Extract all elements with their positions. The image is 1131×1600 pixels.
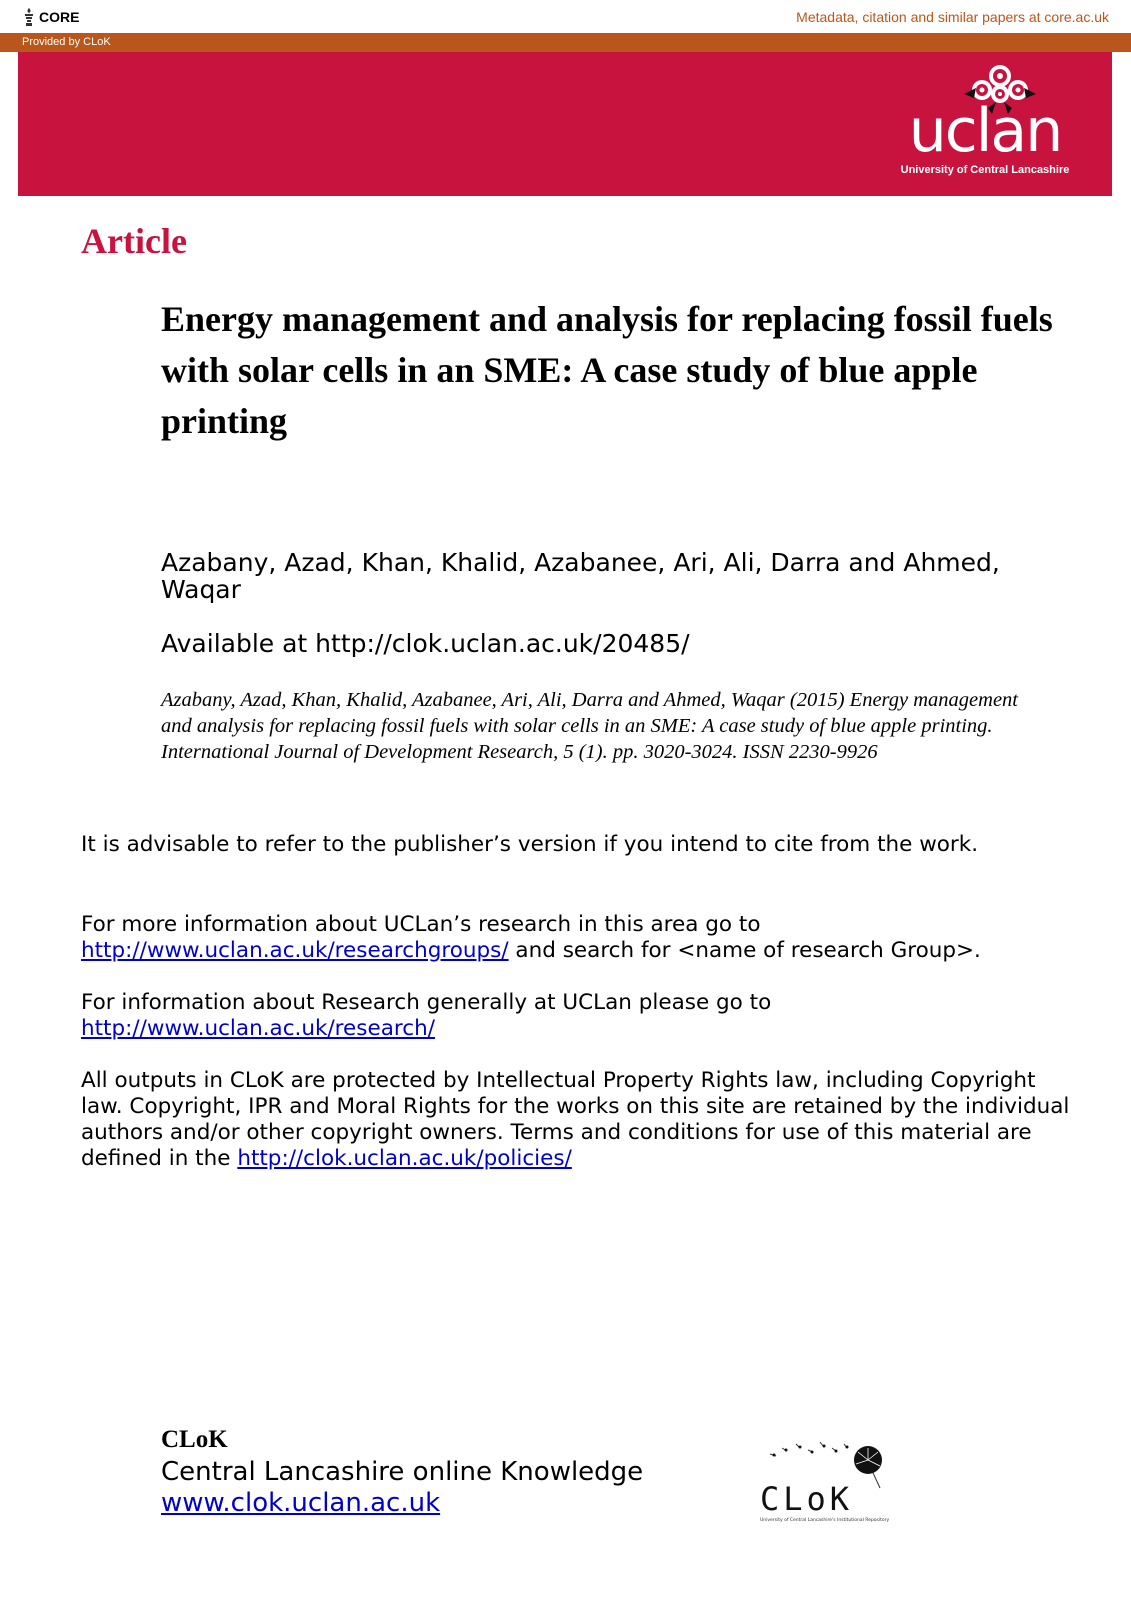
core-header bbox=[0, 0, 1131, 33]
uclan-subtitle: University of Central Lancashire bbox=[900, 164, 1070, 176]
research-groups-link[interactable]: http://www.uclan.ac.uk/researchgroups/ bbox=[81, 938, 509, 963]
available-at: Available at http://clok.uclan.ac.uk/20485/ bbox=[161, 629, 690, 658]
provided-by-bar bbox=[0, 33, 1131, 52]
research-link[interactable]: http://www.uclan.ac.uk/research/ bbox=[81, 1016, 435, 1041]
citation: Azabany, Azad, Khan, Khalid, Azabanee, Ari, Ali, Darra and Ahmed, Waqar (2015) Energy management and analysis for replacing fossil fuels with solar cells in an SME: A case study of blue apple printing. International Journal of Development Research, 5 (1). pp. 3020-3024. ISSN 2230-9926 bbox=[161, 689, 1018, 763]
core-logo[interactable] bbox=[22, 4, 79, 30]
paper-title: Energy management and analysis for replacing fossil fuels with solar cells in an SME: A case study of blue apple printing bbox=[161, 299, 1053, 441]
uclan-logo bbox=[900, 64, 1070, 182]
general-info-paragraph bbox=[81, 990, 1081, 1042]
uclan-banner bbox=[18, 52, 1112, 196]
clok-full-name: Central Lancashire online Knowledge bbox=[161, 1457, 644, 1487]
clok-logo bbox=[760, 1440, 900, 1530]
clok-wordmark: CLoK bbox=[760, 1480, 854, 1518]
document-type-label: Article bbox=[81, 221, 187, 261]
ipr-paragraph bbox=[81, 1068, 1081, 1172]
policies-link[interactable]: http://clok.uclan.ac.uk/policies/ bbox=[237, 1146, 572, 1171]
more-info-suffix: and search for <name of research Group>. bbox=[508, 938, 981, 963]
authors: Azabany, Azad, Khan, Khalid, Azabanee, Ari, Ali, Darra and Ahmed, Waqar bbox=[161, 548, 1000, 604]
general-info-prefix: For information about Research generally at UCLan please go to bbox=[81, 990, 772, 1015]
uclan-wordmark: uclan bbox=[908, 96, 1062, 166]
ipr-text: All outputs in CLoK are protected by Intellectual Property Rights law, including Copyright law. Copyright, IPR and Moral Rights for the works on this site are retained by the individual authors and/or other copyright owners. Terms and conditions for use of this material are defined in the bbox=[81, 1068, 1070, 1171]
core-logo-text: CORE bbox=[39, 9, 80, 25]
advisable-notice: It is advisable to refer to the publisher’s version if you intend to cite from the work. bbox=[81, 832, 979, 857]
clok-logo-subtitle: University of Central Lancashire's Institutional Repository bbox=[760, 1518, 890, 1523]
more-info-prefix: For more information about UCLan’s research in this area go to bbox=[81, 912, 761, 937]
provided-by-text[interactable]: Provided by CLoK bbox=[22, 36, 111, 48]
clok-url-link[interactable]: www.clok.uclan.ac.uk bbox=[161, 1488, 441, 1518]
core-metadata-link[interactable]: Metadata, citation and similar papers at core.ac.uk bbox=[796, 9, 1109, 25]
clok-title: CLoK bbox=[161, 1426, 228, 1453]
core-apple-icon bbox=[22, 6, 36, 28]
more-info-paragraph bbox=[81, 912, 1081, 964]
